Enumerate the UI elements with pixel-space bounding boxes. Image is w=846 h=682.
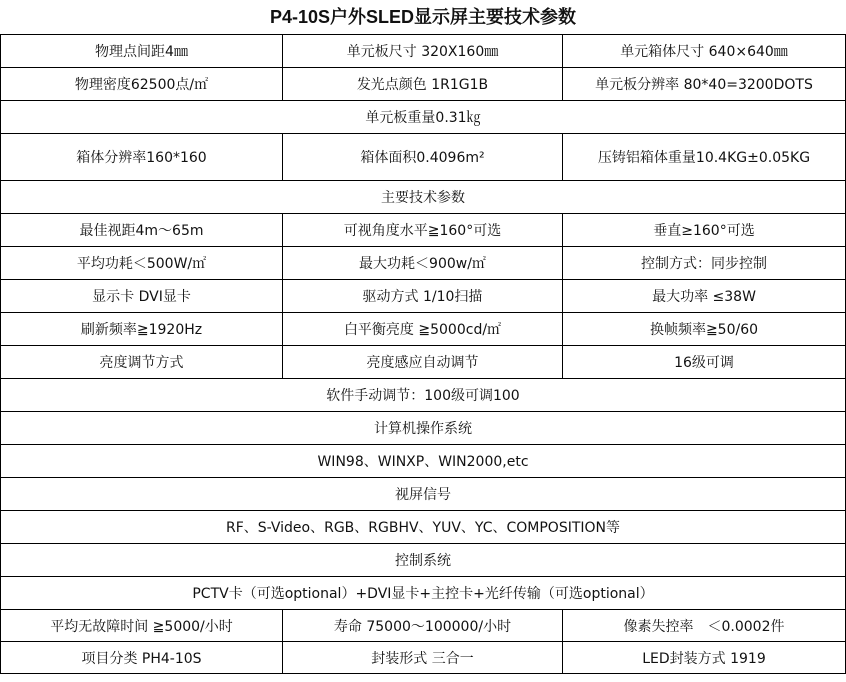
table-cell: 刷新频率≧1920Hz bbox=[1, 313, 283, 346]
table-cell: PCTV卡（可选optional）+DVI显卡+主控卡+光纤传输（可选optional） bbox=[1, 577, 846, 610]
table-row bbox=[1, 101, 846, 134]
table-row bbox=[1, 280, 846, 313]
table-cell: LED封装方式 1919 bbox=[563, 642, 846, 674]
table-cell: 平均功耗＜500W/㎡ bbox=[1, 247, 283, 280]
table-cell: 箱体分辨率160*160 bbox=[1, 134, 283, 181]
table-cell: 物理点间距4㎜ bbox=[1, 35, 283, 68]
table-row bbox=[1, 247, 846, 280]
table-cell: 项目分类 PH4-10S bbox=[1, 642, 283, 674]
table-cell: 16级可调 bbox=[563, 346, 846, 379]
table-cell: 单元箱体尺寸 640×640㎜ bbox=[563, 35, 846, 68]
spec-table bbox=[0, 34, 846, 674]
table-cell: 可视角度水平≧160°可选 bbox=[283, 214, 563, 247]
table-cell: 单元板重量0.31㎏ bbox=[1, 101, 846, 134]
table-row bbox=[1, 642, 846, 674]
table-cell: WIN98、WINXP、WIN2000,etc bbox=[1, 445, 846, 478]
table-cell: 像素失控率 ＜0.0002件 bbox=[563, 610, 846, 642]
section-header-row bbox=[1, 181, 846, 214]
table-row bbox=[1, 445, 846, 478]
table-cell: 白平衡亮度 ≧5000cd/㎡ bbox=[283, 313, 563, 346]
table-row bbox=[1, 511, 846, 544]
section-header: 计算机操作系统 bbox=[1, 412, 846, 445]
table-cell: 亮度感应自动调节 bbox=[283, 346, 563, 379]
table-cell: 最大功耗＜900w/㎡ bbox=[283, 247, 563, 280]
table-cell: 最佳视距4m～65m bbox=[1, 214, 283, 247]
sheet-title: P4-10S户外SLED显示屏主要技术参数 bbox=[269, 7, 577, 27]
section-header: 视屏信号 bbox=[1, 478, 846, 511]
table-row bbox=[1, 214, 846, 247]
table-cell: 发光点颜色 1R1G1B bbox=[283, 68, 563, 101]
table-cell: 平均无故障时间 ≧5000/小时 bbox=[1, 610, 283, 642]
section-header: 控制系统 bbox=[1, 544, 846, 577]
table-cell: 换帧频率≧50/60 bbox=[563, 313, 846, 346]
table-cell: 箱体面积0.4096m² bbox=[283, 134, 563, 181]
table-row bbox=[1, 346, 846, 379]
section-header-row bbox=[1, 544, 846, 577]
table-cell: 单元板尺寸 320X160㎜ bbox=[283, 35, 563, 68]
table-row bbox=[1, 313, 846, 346]
section-header-row bbox=[1, 478, 846, 511]
table-cell: 压铸铝箱体重量10.4KG±0.05KG bbox=[563, 134, 846, 181]
table-row bbox=[1, 610, 846, 642]
table-cell: 显示卡 DVI显卡 bbox=[1, 280, 283, 313]
table-cell: 单元板分辨率 80*40=3200DOTS bbox=[563, 68, 846, 101]
table-cell: 亮度调节方式 bbox=[1, 346, 283, 379]
table-cell: 驱动方式 1/10扫描 bbox=[283, 280, 563, 313]
table-row bbox=[1, 379, 846, 412]
table-row bbox=[1, 577, 846, 610]
table-cell: 控制方式：同步控制 bbox=[563, 247, 846, 280]
table-row bbox=[1, 35, 846, 68]
section-header-row bbox=[1, 412, 846, 445]
table-row bbox=[1, 68, 846, 101]
table-cell: 寿命 75000～100000/小时 bbox=[283, 610, 563, 642]
table-row bbox=[1, 134, 846, 181]
section-header: 主要技术参数 bbox=[1, 181, 846, 214]
table-cell: 物理密度62500点/㎡ bbox=[1, 68, 283, 101]
table-cell: 最大功率 ≤38W bbox=[563, 280, 846, 313]
table-cell: 软件手动调节：100级可调100 bbox=[1, 379, 846, 412]
table-cell: 垂直≥160°可选 bbox=[563, 214, 846, 247]
table-cell: RF、S-Video、RGB、RGBHV、YUV、YC、COMPOSITION等 bbox=[1, 511, 846, 544]
table-cell: 封装形式 三合一 bbox=[283, 642, 563, 674]
